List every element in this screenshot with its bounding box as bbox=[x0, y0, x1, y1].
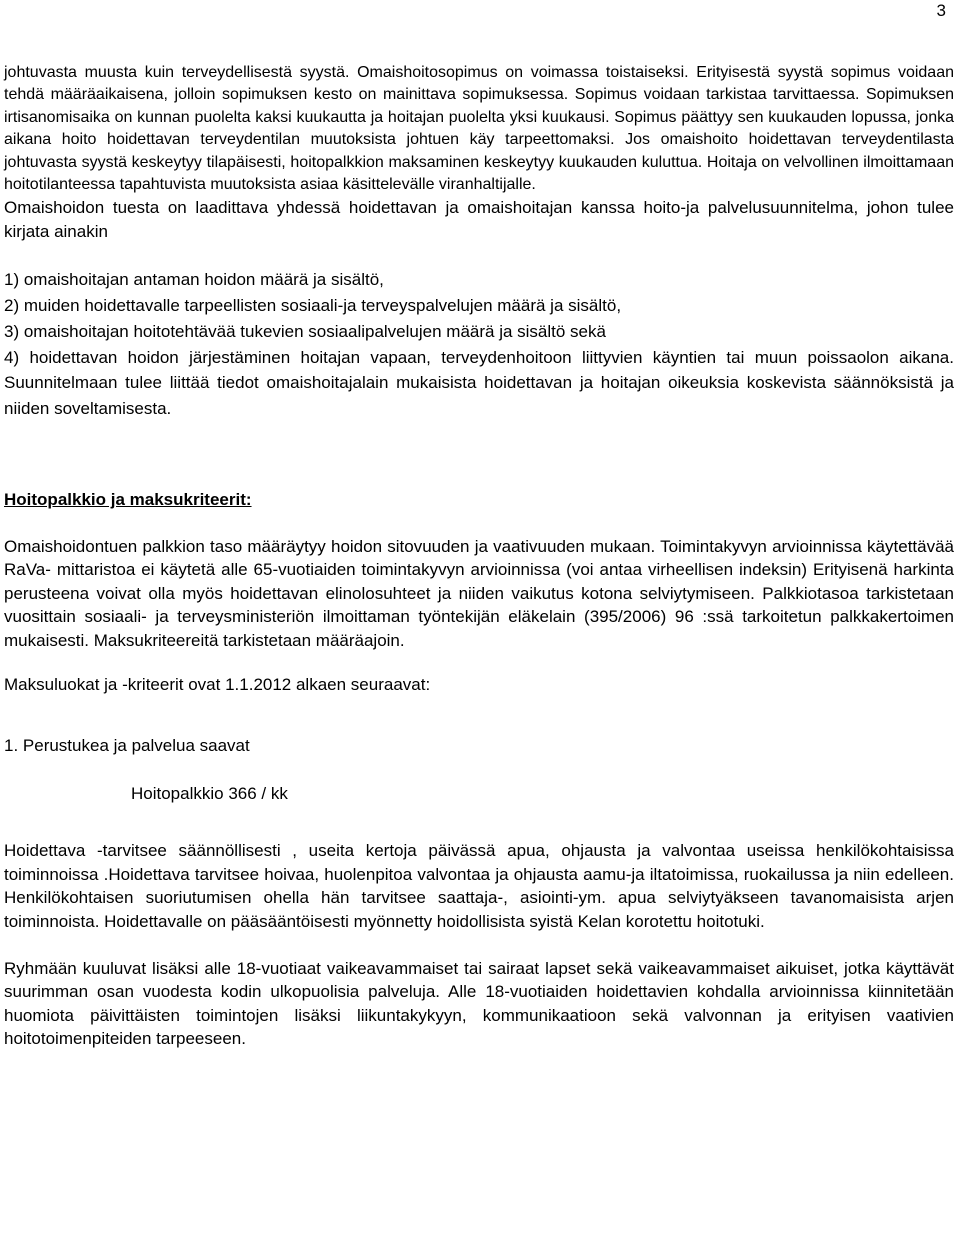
list-item: 4) hoidettavan hoidon järjestäminen hoitajan vapaan, terveydenhoitoon liittyvien käyntien tai muun poissaolon aikana. Suunnitelmaan tulee liittää tiedot omaishoitajalain mukaisista hoidettavan ja hoitajan oikeuksia koskevista säännöksistä ja niiden soveltamisesta. bbox=[4, 347, 954, 419]
list-item: 3) omaishoitajan hoitotehtävää tukevien sosiaalipalvelujen määrä ja sisältö sekä bbox=[4, 321, 606, 341]
class-1-title: 1. Perustukea ja palvelua saavat bbox=[4, 736, 250, 756]
paragraph-agreement-terms: johtuvasta muusta kuin terveydellisestä syystä. Omaishoitosopimus on voimassa toistaiseksi. Erityisestä syystä sopimus voidaan tehdä määräaikaisena, jolloin sopimuksen kesto on mainittava sopimuksessa. Sopimus voidaan tarkistaa tarvittaessa. Sopimuksen irtisanomisaika on kunnan puolelta kaksi kuukautta ja hoitajan puolelta yksi kuukausi. Sopimus päättyy sen kuukauden lopussa, jonka aikana hoito hoidettavan terveydentilan muutoksista johtuen käy tarpeettomaksi. Jos omaishoito hoidettavan terveydentilasta johtuvasta syystä keskeytyy tilapäisesti, hoitopalkkion maksaminen keskeytyy kuukauden kuluttua. Hoitaja on velvollinen ilmoittamaan hoitotilanteessa tapahtuvista muutoksista asiaa käsittelevälle viranhaltijalle. bbox=[4, 64, 954, 194]
paragraph-care-plan-intro: Omaishoidon tuesta on laadittava yhdessä hoidettavan ja omaishoitajan kanssa hoito-ja palvelusuunnitelma, johon tulee kirjata ainakin bbox=[4, 198, 954, 241]
list-item: 2) muiden hoidettavalle tarpeellisten sosiaali-ja terveyspalvelujen määrä ja sisältö, bbox=[4, 296, 622, 316]
list-item: 1) omaishoitajan antaman hoidon määrä ja sisältö, bbox=[4, 270, 384, 290]
class-1-fee: Hoitopalkkio 366 / kk bbox=[131, 783, 288, 803]
care-plan-list bbox=[4, 267, 954, 422]
paragraph-class-1-description: Hoidettava -tarvitsee säännöllisesti , useita kertoja päivässä apua, ohjausta ja valvontaa useissa henkilökohtaisissa toiminnoissa .Hoidettava tarvitsee hoivaa, huolenpitoa valvontaa ja ohjausta aamu-ja iltatoimissa, ruokailussa ja niin edelleen. Henkilökohtaisen suoriutumisen ohella hän tarvitsee saattaja-, asiointi-ym. apua selviytyäkseen tavanomaisista arjen toiminnoista. Hoidettavalle on pääsääntöisesti myönnetty hoidollisista syistä Kelan korotettu hoitotuki. bbox=[4, 841, 954, 931]
section-heading: Hoitopalkkio ja maksukriteerit: bbox=[4, 490, 252, 510]
page-number: 3 bbox=[936, 1, 946, 20]
document-body bbox=[4, 62, 954, 1051]
paragraph-fee-criteria: Omaishoidontuen palkkion taso määräytyy hoidon sitovuuden ja vaativuuden mukaan. Toimintakyvyn arvioinnissa käytettävää RaVa- mittaristoa ei käytetä alle 65-vuotiaiden toimintakyvyn arvioinnissa (voi antaa virheellisen indeksin) Erityisenä harkinta perusteena voivat olla myös hoidettavan elinolosuhteet ja niiden vaikutus kotona selviytymiseen. Palkkiotasoa tarkistetaan vuosittain sosiaali- ja terveysministeriön ilmoittaman työntekijän eläkelain (395/2006) 96 :ssä tarkoitetun palkkakertoimen mukaisesti. Maksukriteereitä tarkistetaan määräajoin. bbox=[4, 537, 954, 650]
paragraph-fee-classes-intro: Maksuluokat ja -kriteerit ovat 1.1.2012 alkaen seuraavat: bbox=[4, 675, 431, 695]
paragraph-class-1-additional: Ryhmään kuuluvat lisäksi alle 18-vuotiaat vaikeavammaiset tai sairaat lapset sekä vaikeavammaiset aikuiset, jotka käyttävät suurimman osan vuodesta kodin ulkopuolisia palveluja. Alle 18-vuotiaiden hoidettavien kohdalla arvioinnissa kiinnitetään huomiota päivittäisten toimintojen lisäksi liikuntakykyyn, kommunikaatioon sekä valvonnan ja erityisen vaativien hoitotoimenpiteiden tarpeeseen. bbox=[4, 958, 954, 1049]
